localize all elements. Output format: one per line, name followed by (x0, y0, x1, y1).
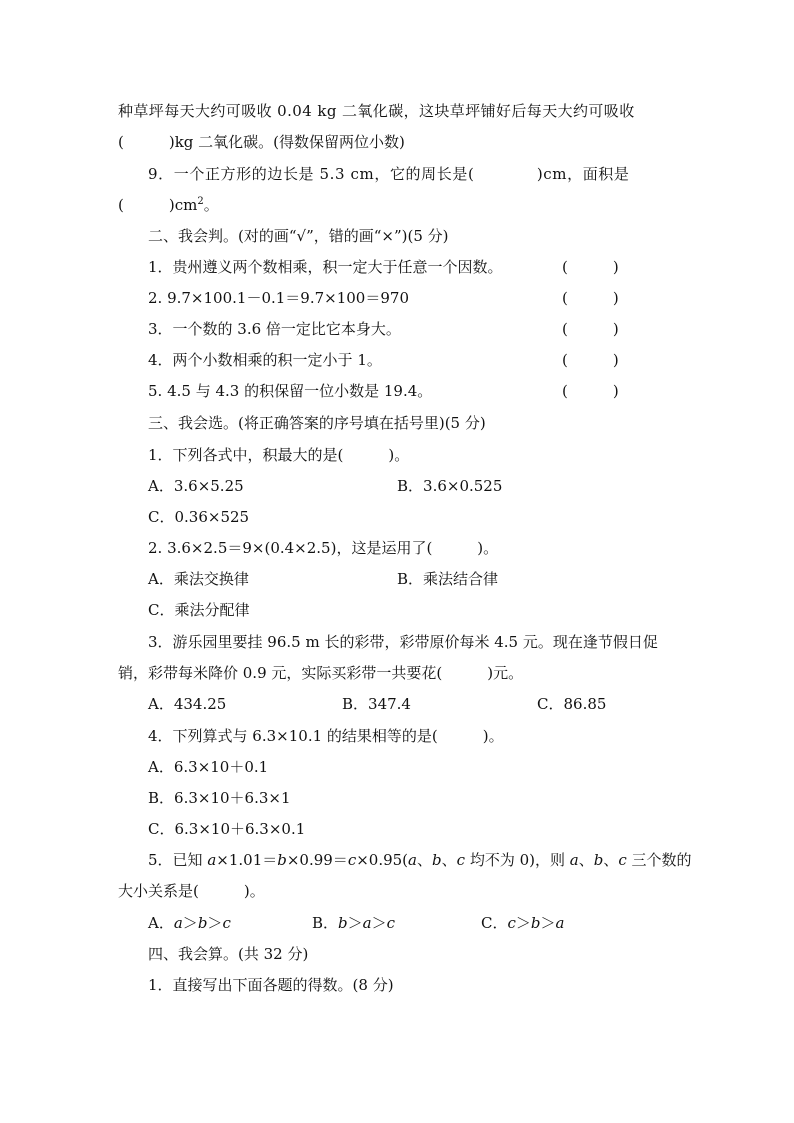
q9-period: 。 (203, 196, 219, 214)
section4-title: 四、我会算。(共 32 分) (148, 945, 309, 963)
judge-blank-4[interactable]: ( ) (562, 351, 619, 369)
choice-q4-option-a[interactable]: A．6.3×10＋0.1 (148, 758, 269, 776)
judge-item-1: 1．贵州遵义两个数相乘，积一定大于任意一个因数。 (148, 258, 503, 276)
choice-q5-option-c[interactable]: C．c＞b＞a (481, 914, 565, 932)
q8-line2: ( )kg 二氧化碳。(得数保留两位小数) (118, 133, 405, 151)
q8-line1: 种草坪每天大约可吸收 0.04 kg 二氧化碳，这块草坪铺好后每天大约可吸收 (118, 102, 635, 120)
q9-area-blank: ( )cm (118, 196, 198, 214)
choice-q4-stem: 4．下列算式与 6.3×10.1 的结果相等的是( )。 (148, 727, 504, 745)
choice-q2-stem: 2. 3.6×2.5＝9×(0.4×2.5)，这是运用了( )。 (148, 539, 499, 557)
judge-item-5: 5. 4.5 与 4.3 的积保留一位小数是 19.4。 (148, 382, 433, 400)
judge-blank-5[interactable]: ( ) (562, 382, 619, 400)
choice-q4-option-c[interactable]: C．6.3×10＋6.3×0.1 (148, 820, 306, 838)
calc-q1-stem: 1．直接写出下面各题的得数。(8 分) (148, 976, 394, 994)
judge-item-3: 3．一个数的 3.6 倍一定比它本身大。 (148, 320, 401, 338)
choice-q5-option-b[interactable]: B．b＞a＞c (312, 914, 396, 932)
choice-q5-option-a[interactable]: A．a＞b＞c (148, 914, 231, 932)
section2-title: 二、我会判。(对的画“√”，错的画“×”)(5 分) (148, 227, 449, 245)
section3-title: 三、我会选。(将正确答案的序号填在括号里)(5 分) (148, 414, 486, 432)
judge-item-2: 2. 9.7×100.1－0.1＝9.7×100＝970 (148, 289, 409, 307)
choice-q5-stem-line1: 5．已知 a×1.01＝b×0.99＝c×0.95(a、b、c 均不为 0)，则 a、b、c 三个数的 (148, 851, 692, 869)
choice-q3-stem-line1: 3．游乐园里要挂 96.5 m 长的彩带，彩带原价每米 4.5 元。现在逢节假日促 (148, 633, 658, 651)
judge-item-4: 4．两个小数相乘的积一定小于 1。 (148, 351, 382, 369)
choice-q2-option-a[interactable]: A．乘法交换律 (148, 570, 249, 588)
choice-q4-option-b[interactable]: B．6.3×10＋6.3×1 (148, 789, 291, 807)
judge-blank-3[interactable]: ( ) (562, 320, 619, 338)
choice-q2-option-c[interactable]: C．乘法分配律 (148, 601, 250, 619)
choice-q1-option-c[interactable]: C．0.36×525 (148, 508, 250, 526)
q9-line1: 9．一个正方形的边长是 5.3 cm，它的周长是( )cm，面积是 (148, 165, 630, 183)
judge-blank-1[interactable]: ( ) (562, 258, 619, 276)
choice-q2-option-b[interactable]: B．乘法结合律 (397, 570, 499, 588)
choice-q3-stem-line2: 销，彩带每米降价 0.9 元，实际买彩带一共要花( )元。 (118, 664, 524, 682)
choice-q3-option-b[interactable]: B．347.4 (342, 695, 411, 713)
q9-square-exponent: 2 (197, 196, 204, 207)
judge-blank-2[interactable]: ( ) (562, 289, 619, 307)
choice-q1-option-a[interactable]: A．3.6×5.25 (148, 477, 244, 495)
choice-q3-option-c[interactable]: C．86.85 (537, 695, 607, 713)
choice-q1-option-b[interactable]: B．3.6×0.525 (397, 477, 503, 495)
q9-line2 (118, 195, 219, 215)
choice-q5-stem-line2: 大小关系是( )。 (118, 882, 265, 900)
choice-q3-option-a[interactable]: A．434.25 (148, 695, 227, 713)
choice-q1-stem: 1．下列各式中，积最大的是( )。 (148, 446, 410, 464)
